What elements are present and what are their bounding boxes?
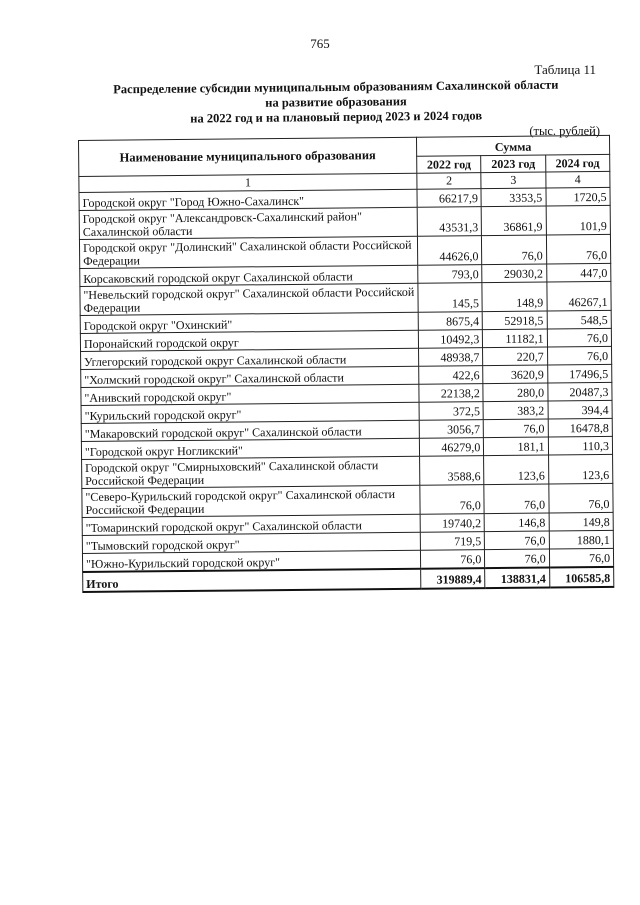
value-2023: 146,8 bbox=[484, 513, 548, 532]
table-row bbox=[80, 281, 611, 315]
value-2024: 548,5 bbox=[547, 310, 612, 329]
municipality-name: Городской округ "Долинский" Сахалинской области Российской Федерации bbox=[79, 236, 417, 268]
total-label: Итого bbox=[83, 569, 421, 592]
value-2022: 22138,2 bbox=[419, 384, 483, 403]
value-2022: 793,0 bbox=[418, 265, 482, 284]
municipality-name: Городской округ "Город Южно-Сахалинск" bbox=[79, 189, 417, 210]
index-col-4: 4 bbox=[545, 171, 610, 188]
header-year-2024: 2024 год bbox=[545, 154, 610, 172]
value-2024: 76,0 bbox=[548, 483, 613, 513]
title-line-3: на 2022 год и на плановый период 2023 и 2024 годов bbox=[190, 108, 483, 126]
value-2022: 422,6 bbox=[419, 366, 483, 385]
value-2023: 36861,9 bbox=[482, 206, 547, 236]
value-2024: 46267,1 bbox=[547, 281, 612, 311]
table-row bbox=[82, 483, 613, 517]
value-2024: 123,6 bbox=[548, 454, 613, 484]
municipality-name: Городской округ "Смирныховский" Сахалинской области Российской Федерации bbox=[82, 456, 420, 488]
municipality-name: Углегорский городской округ Сахалинской области bbox=[81, 348, 419, 369]
header-sum: Сумма bbox=[417, 135, 610, 156]
value-2024: 76,0 bbox=[546, 234, 611, 264]
value-2023: 148,9 bbox=[482, 282, 547, 312]
table-row bbox=[79, 205, 610, 239]
value-2024: 149,8 bbox=[549, 512, 614, 531]
municipality-name: "Холмский городской округ" Сахалинской области bbox=[81, 366, 419, 387]
header-year-2023: 2023 год bbox=[481, 155, 545, 173]
value-2023: 383,2 bbox=[483, 401, 547, 420]
value-2024: 16478,8 bbox=[548, 418, 613, 437]
municipality-name: "Томаринский городской округ" Сахалинской области bbox=[82, 514, 420, 535]
municipality-name: "Невельский городской округ" Сахалинской области Российской Федерации bbox=[80, 283, 418, 315]
index-col-3: 3 bbox=[481, 172, 545, 189]
value-2023: 76,0 bbox=[485, 531, 549, 550]
value-2024: 394,4 bbox=[548, 400, 613, 419]
total-2023: 138831,4 bbox=[485, 567, 549, 588]
value-2023: 181,1 bbox=[484, 437, 548, 456]
value-2022: 8675,4 bbox=[418, 312, 482, 331]
value-2023: 220,7 bbox=[483, 347, 547, 366]
value-2023: 76,0 bbox=[485, 549, 549, 568]
value-2022: 19740,2 bbox=[420, 514, 484, 533]
value-2023: 52918,5 bbox=[483, 311, 547, 330]
document-title bbox=[86, 77, 586, 127]
municipality-name: Городской округ "Александровск-Сахалинский район" Сахалинской области bbox=[79, 207, 417, 239]
units-label: (тыс. рублей) bbox=[529, 124, 600, 138]
value-2024: 447,0 bbox=[546, 263, 611, 282]
value-2023: 11182,1 bbox=[483, 329, 547, 348]
value-2022: 46279,0 bbox=[419, 438, 483, 457]
value-2024: 110,3 bbox=[548, 436, 613, 455]
total-2022: 319889,4 bbox=[421, 568, 485, 589]
value-2022: 3588,6 bbox=[420, 456, 485, 486]
subsidy-table bbox=[78, 135, 614, 593]
value-2022: 372,5 bbox=[419, 402, 483, 421]
value-2022: 10492,3 bbox=[418, 330, 482, 349]
municipality-name: "Северо-Курильский городской округ" Сахалинской области Российской Федерации bbox=[82, 485, 420, 517]
value-2023: 3620,9 bbox=[483, 365, 547, 384]
value-2022: 43531,3 bbox=[417, 207, 482, 237]
value-2022: 76,0 bbox=[421, 550, 485, 569]
total-2024: 106585,8 bbox=[549, 567, 614, 588]
value-2024: 1720,5 bbox=[546, 187, 611, 206]
data-table bbox=[78, 135, 614, 593]
value-2023: 76,0 bbox=[484, 484, 549, 514]
title-line-1: Распределение субсидии муниципальным образованиям Сахалинской области bbox=[113, 77, 559, 97]
value-2023: 123,6 bbox=[484, 455, 549, 485]
value-2022: 48938,7 bbox=[419, 348, 483, 367]
index-col-1: 1 bbox=[79, 173, 417, 192]
index-col-2: 2 bbox=[417, 173, 481, 190]
title-line-2: на развитие образования bbox=[265, 94, 407, 110]
municipality-name: "Макаровский городской округ" Сахалинской области bbox=[81, 420, 419, 441]
table-row bbox=[82, 454, 613, 488]
header-year-2022: 2022 год bbox=[417, 156, 481, 174]
value-2022: 66217,9 bbox=[417, 189, 481, 208]
value-2023: 76,0 bbox=[482, 235, 547, 265]
value-2024: 1880,1 bbox=[549, 530, 614, 549]
value-2022: 44626,0 bbox=[418, 236, 483, 266]
value-2024: 76,0 bbox=[547, 328, 612, 347]
value-2023: 29030,2 bbox=[482, 264, 546, 283]
value-2024: 20487,3 bbox=[547, 382, 612, 401]
municipality-name: "Курильский городской округ" bbox=[81, 402, 419, 423]
municipality-name: Городской округ "Охинский" bbox=[80, 312, 418, 333]
value-2024: 76,0 bbox=[547, 346, 612, 365]
value-2024: 101,9 bbox=[546, 205, 611, 235]
municipality-name: "Городской округ Ногликский" bbox=[81, 438, 419, 459]
table-label: Таблица 11 bbox=[534, 62, 596, 77]
page-number: 765 bbox=[310, 36, 330, 51]
value-2024: 17496,5 bbox=[547, 364, 612, 383]
header-municipality: Наименование муниципального образования bbox=[79, 137, 417, 176]
value-2022: 3056,7 bbox=[419, 420, 483, 439]
value-2024: 76,0 bbox=[549, 548, 614, 567]
value-2023: 280,0 bbox=[483, 383, 547, 402]
municipality-name: "Анивский городской округ" bbox=[81, 384, 419, 405]
value-2022: 719,5 bbox=[420, 532, 484, 551]
municipality-name: "Тымовский городской округ" bbox=[82, 532, 420, 553]
municipality-name: "Южно-Курильский городской округ" bbox=[82, 550, 420, 572]
value-2023: 3353,5 bbox=[481, 188, 545, 207]
total-row bbox=[83, 567, 614, 592]
municipality-name: Поронайский городской округ bbox=[80, 330, 418, 351]
value-2023: 76,0 bbox=[484, 419, 548, 438]
table-row bbox=[79, 234, 610, 268]
value-2022: 76,0 bbox=[420, 485, 485, 515]
municipality-name: Корсаковский городской округ Сахалинской области bbox=[80, 265, 418, 286]
value-2022: 145,5 bbox=[418, 283, 483, 313]
